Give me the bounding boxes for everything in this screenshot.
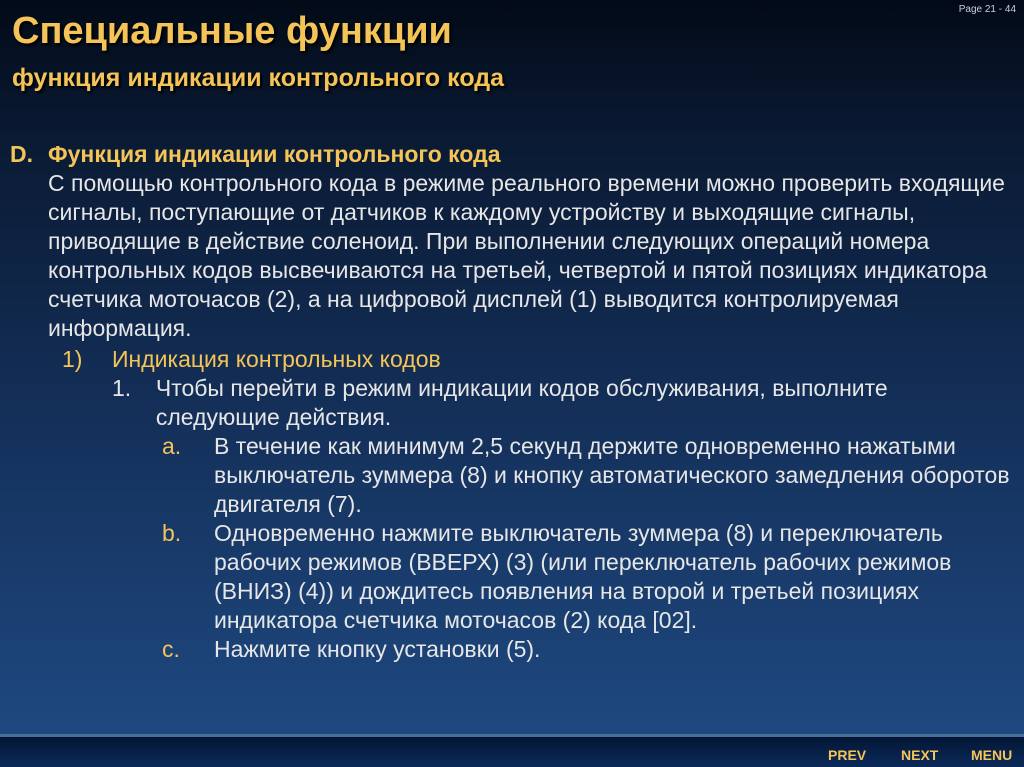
list-level2-number: 1. [112, 375, 132, 401]
list-level1-text: Индикация контрольных кодов [112, 346, 441, 372]
step-marker: a. [162, 433, 182, 459]
step-text: Одновременно нажмите выключатель зуммера (8) и переключатель рабочих режимов (ВВЕРХ) (3) (или переключатель рабочих режимов (ВНИЗ) (4)) и дождитесь появления на второй и третьей позициях индикатора счетчика моточасов (2) кода [02]. [214, 520, 952, 633]
menu-button[interactable]: MENU [971, 747, 1013, 763]
section-title: Функция индикации контрольного кода [48, 141, 501, 167]
prev-button[interactable]: PREV [828, 747, 867, 763]
step-item-c [10, 635, 1010, 664]
page-subtitle: функция индикации контрольного кода [12, 64, 505, 92]
section-letter: D. [10, 141, 33, 167]
list-level1-item [10, 345, 1010, 374]
page-title: Специальные функции [12, 10, 452, 52]
step-item-b [10, 519, 1010, 635]
list-level2-text: Чтобы перейти в режим индикации кодов обслуживания, выполните следующие действия. [155, 375, 888, 430]
step-marker: b. [162, 520, 182, 546]
slide-content [10, 140, 1010, 664]
list-level2-item [10, 374, 1010, 432]
list-level1-number: 1) [62, 346, 83, 372]
step-item-a [10, 432, 1010, 519]
step-marker: c. [162, 636, 180, 662]
step-text: В течение как минимум 2,5 секунд держите одновременно нажатыми выключатель зуммера (8) и кнопку автоматического замедления оборотов двигателя (7). [214, 433, 1010, 517]
next-button[interactable]: NEXT [901, 747, 939, 763]
section-heading [10, 140, 1010, 169]
navigation-bar [0, 734, 1024, 767]
step-text: Нажмите кнопку установки (5). [214, 636, 541, 662]
page-indicator: Page 21 - 44 [958, 4, 1016, 15]
section-body: С помощью контрольного кода в режиме реального времени можно проверить входящие сигналы, поступающие от датчиков к каждому устройству и выходящие сигналы, приводящие в действие соленоид. При выполнении следующих операций номера контрольных кодов высвечиваются на третьей, четвертой и пятой позициях индикатора счетчика моточасов (2), а на цифровой дисплей (1) выводится контролируемая информация. [48, 170, 1005, 341]
